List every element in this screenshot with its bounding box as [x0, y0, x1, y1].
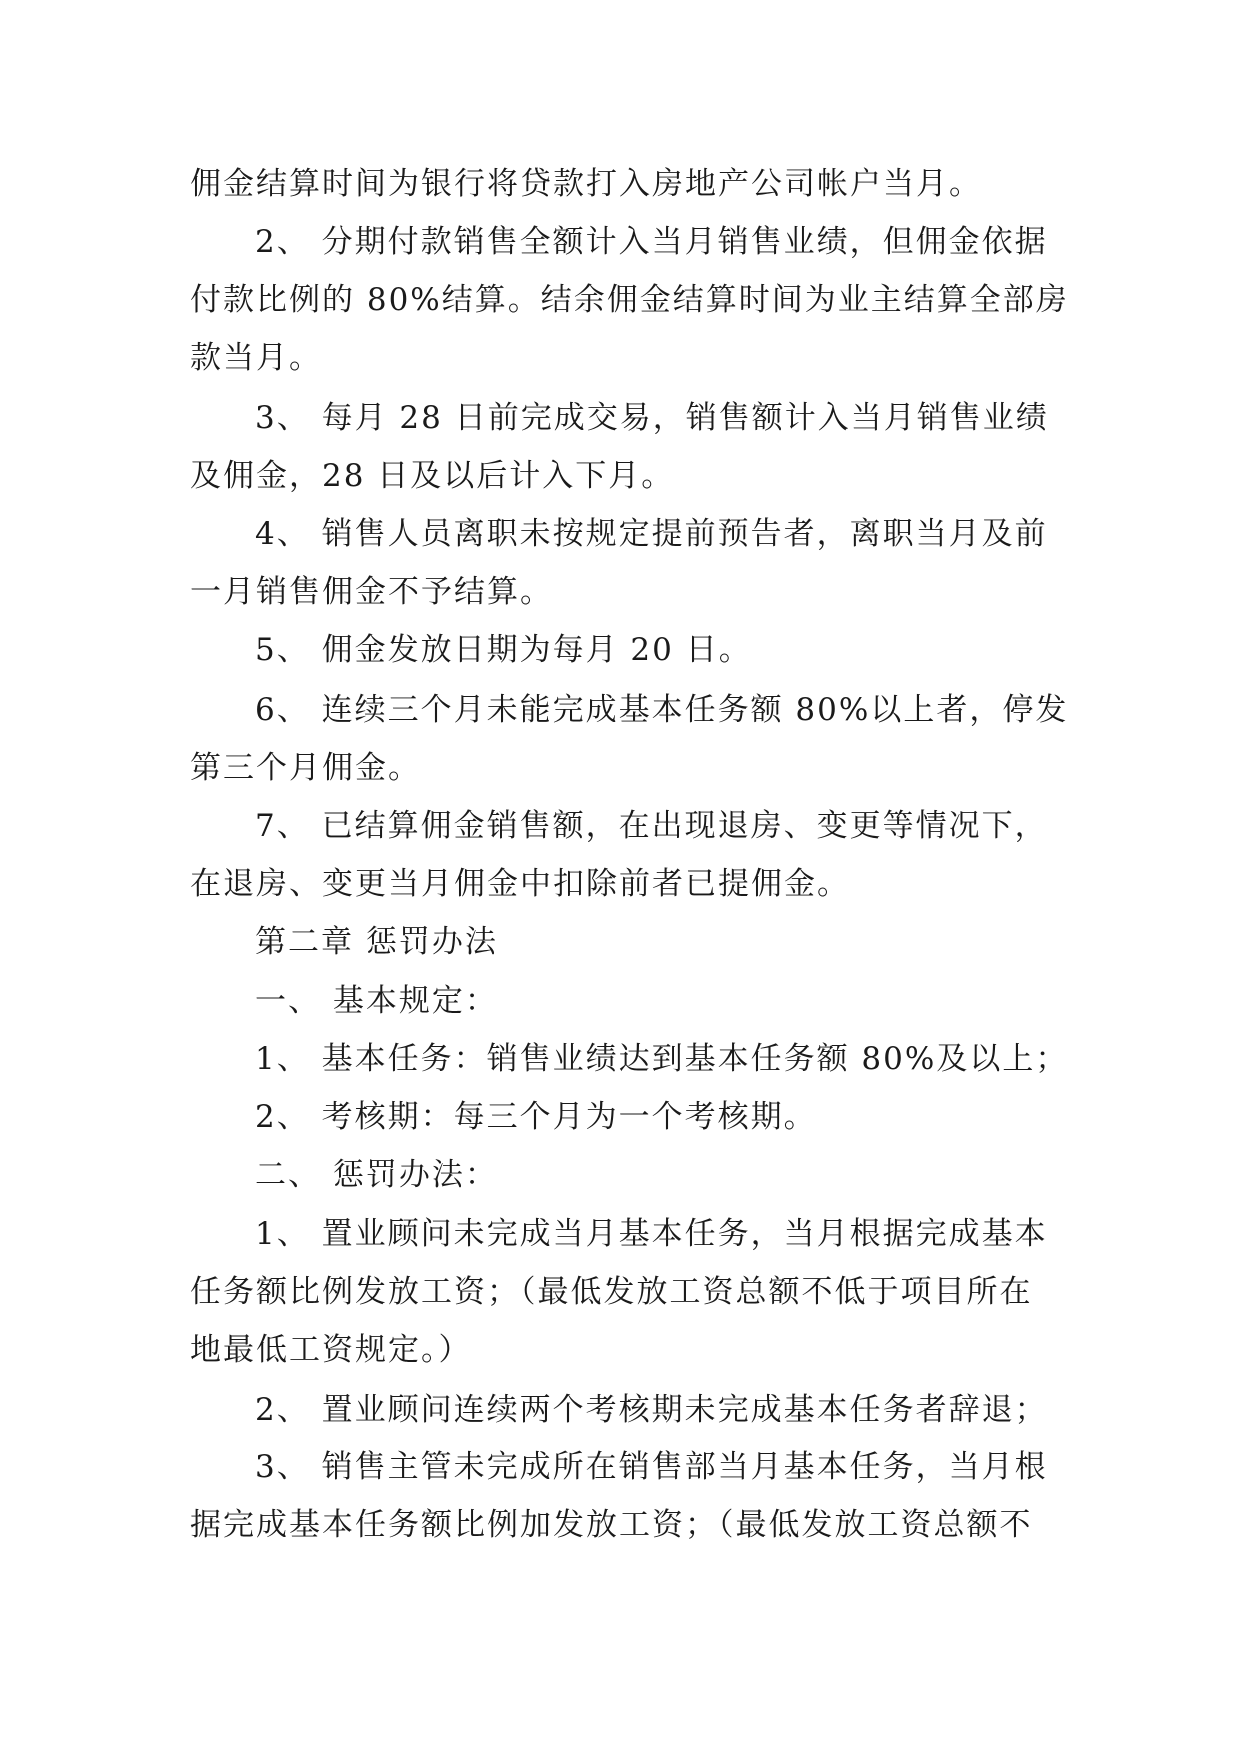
section-heading-2: 二、 惩罚办法： — [255, 1157, 498, 1193]
chapter-heading: 第二章 惩罚办法 — [255, 924, 498, 960]
text-line-21: 地最低工资规定。） — [190, 1332, 472, 1368]
text-line-19: 1、 置业顾问未完成当月基本任务，当月根据完成基本 — [255, 1216, 1048, 1252]
text-line-16: 1、 基本任务：销售业绩达到基本任务额 80%及以上； — [255, 1041, 1069, 1077]
text-line-9: 5、 佣金发放日期为每月 20 日。 — [255, 632, 752, 668]
text-line-3: 付款比例的 80%结算。结余佣金结算时间为业主结算全部房 — [190, 282, 1069, 318]
text-line-8: 一月销售佣金不予结算。 — [190, 574, 553, 610]
text-line-23: 3、 销售主管未完成所在销售部当月基本任务，当月根 — [255, 1449, 1048, 1485]
text-line-10: 6、 连续三个月未能完成基本任务额 80%以上者，停发 — [255, 692, 1069, 728]
text-line-5: 3、 每月 28 日前完成交易，销售额计入当月销售业绩 — [255, 400, 1049, 436]
text-line-1: 佣金结算时间为银行将贷款打入房地产公司帐户当月。 — [190, 166, 982, 202]
text-line-6: 及佣金，28 日及以后计入下月。 — [190, 458, 675, 494]
text-line-17: 2、 考核期：每三个月为一个考核期。 — [255, 1099, 817, 1135]
text-line-13: 在退房、变更当月佣金中扣除前者已提佣金。 — [190, 866, 850, 902]
text-line-2: 2、 分期付款销售全额计入当月销售业绩，但佣金依据 — [255, 224, 1048, 260]
section-heading-1: 一、 基本规定： — [255, 983, 498, 1019]
text-line-11: 第三个月佣金。 — [190, 750, 421, 786]
text-line-4: 款当月。 — [190, 340, 322, 376]
text-line-12: 7、 已结算佣金销售额，在出现退房、变更等情况下， — [255, 808, 1048, 844]
text-line-20: 任务额比例发放工资；（最低发放工资总额不低于项目所在 — [190, 1274, 1033, 1310]
text-line-22: 2、 置业顾问连续两个考核期未完成基本任务者辞退； — [255, 1392, 1048, 1428]
text-line-7: 4、 销售人员离职未按规定提前预告者，离职当月及前 — [255, 516, 1048, 552]
text-line-24: 据完成基本任务额比例加发放工资；（最低发放工资总额不 — [190, 1507, 1033, 1543]
